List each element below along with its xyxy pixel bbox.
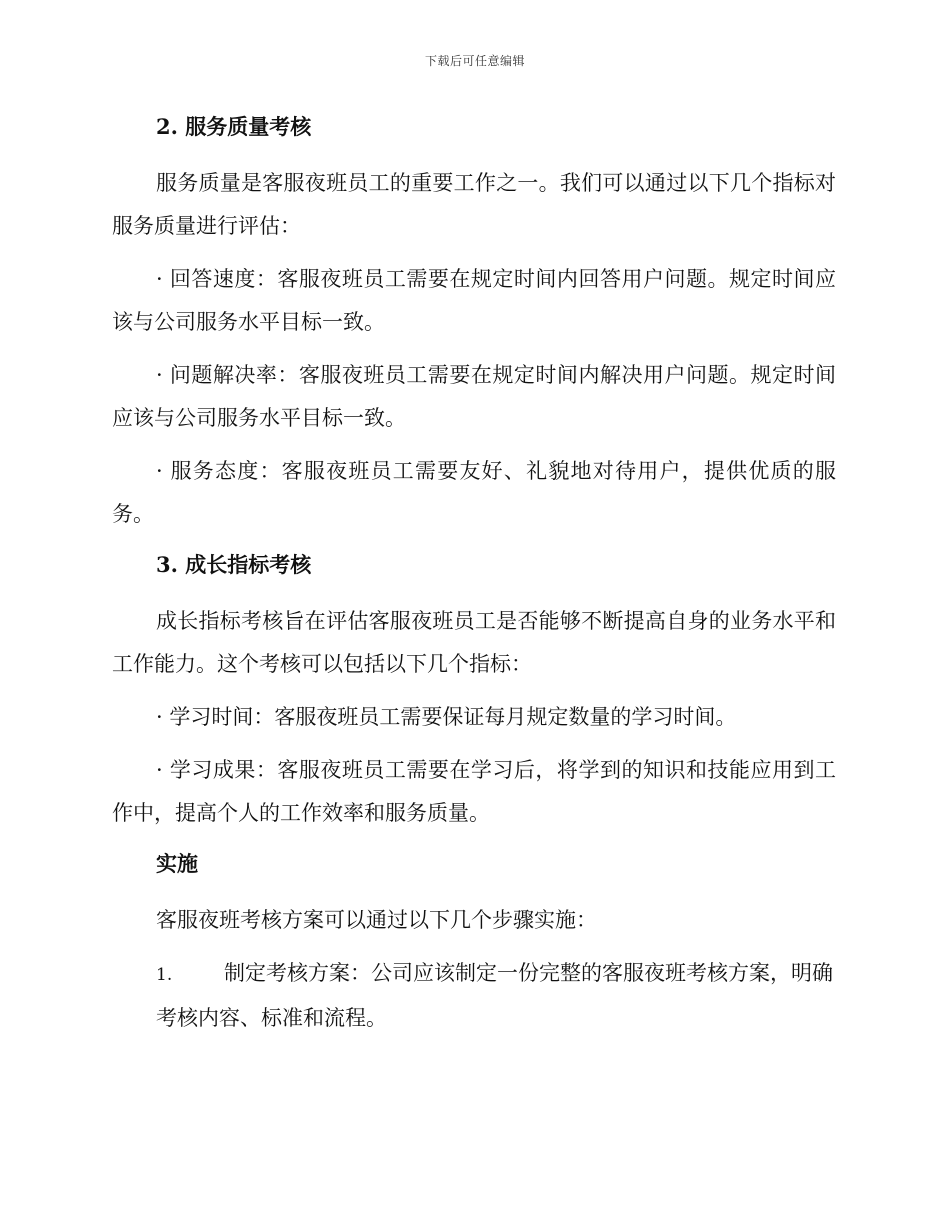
bullet-resolution-rate: · 问题解决率：客服夜班员工需要在规定时间内解决用户问题。规定时间应该与公司服务水平目标一致。 [112, 363, 836, 430]
section-heading-service-quality: 2. 服务质量考核 [156, 114, 312, 139]
bullet-service-attitude: · 服务态度：客服夜班员工需要友好、礼貌地对待用户，提供优质的服务。 [112, 459, 836, 526]
step-number: 1. [156, 965, 173, 985]
numbered-step-1 [112, 952, 836, 1040]
bullet-response-speed: · 回答速度：客服夜班员工需要在规定时间内回答用户问题。规定时间应该与公司服务水平目标一致。 [112, 267, 836, 334]
bullet-study-time: · 学习时间：客服夜班员工需要保证每月规定数量的学习时间。 [156, 705, 737, 729]
page-header: 下载后可任意编辑 [424, 54, 525, 68]
paragraph-growth-intro: 成长指标考核旨在评估客服夜班员工是否能够不断提高自身的业务水平和工作能力。这个考核可以包括以下几个指标： [112, 609, 836, 676]
document-body [112, 108, 836, 1050]
bullet-study-results: · 学习成果：客服夜班员工需要在学习后，将学到的知识和技能应用到工作中，提高个人的工作效率和服务质量。 [112, 758, 836, 825]
paragraph-service-quality-intro: 服务质量是客服夜班员工的重要工作之一。我们可以通过以下几个指标对服务质量进行评估： [112, 171, 836, 238]
section-heading-implementation: 实施 [156, 851, 198, 876]
paragraph-implementation-intro: 客服夜班考核方案可以通过以下几个步骤实施： [156, 908, 597, 932]
section-heading-growth: 3. 成长指标考核 [156, 552, 312, 577]
step-text: 制定考核方案：公司应该制定一份完整的客服夜班考核方案，明确考核内容、标准和流程。 [156, 961, 833, 1030]
